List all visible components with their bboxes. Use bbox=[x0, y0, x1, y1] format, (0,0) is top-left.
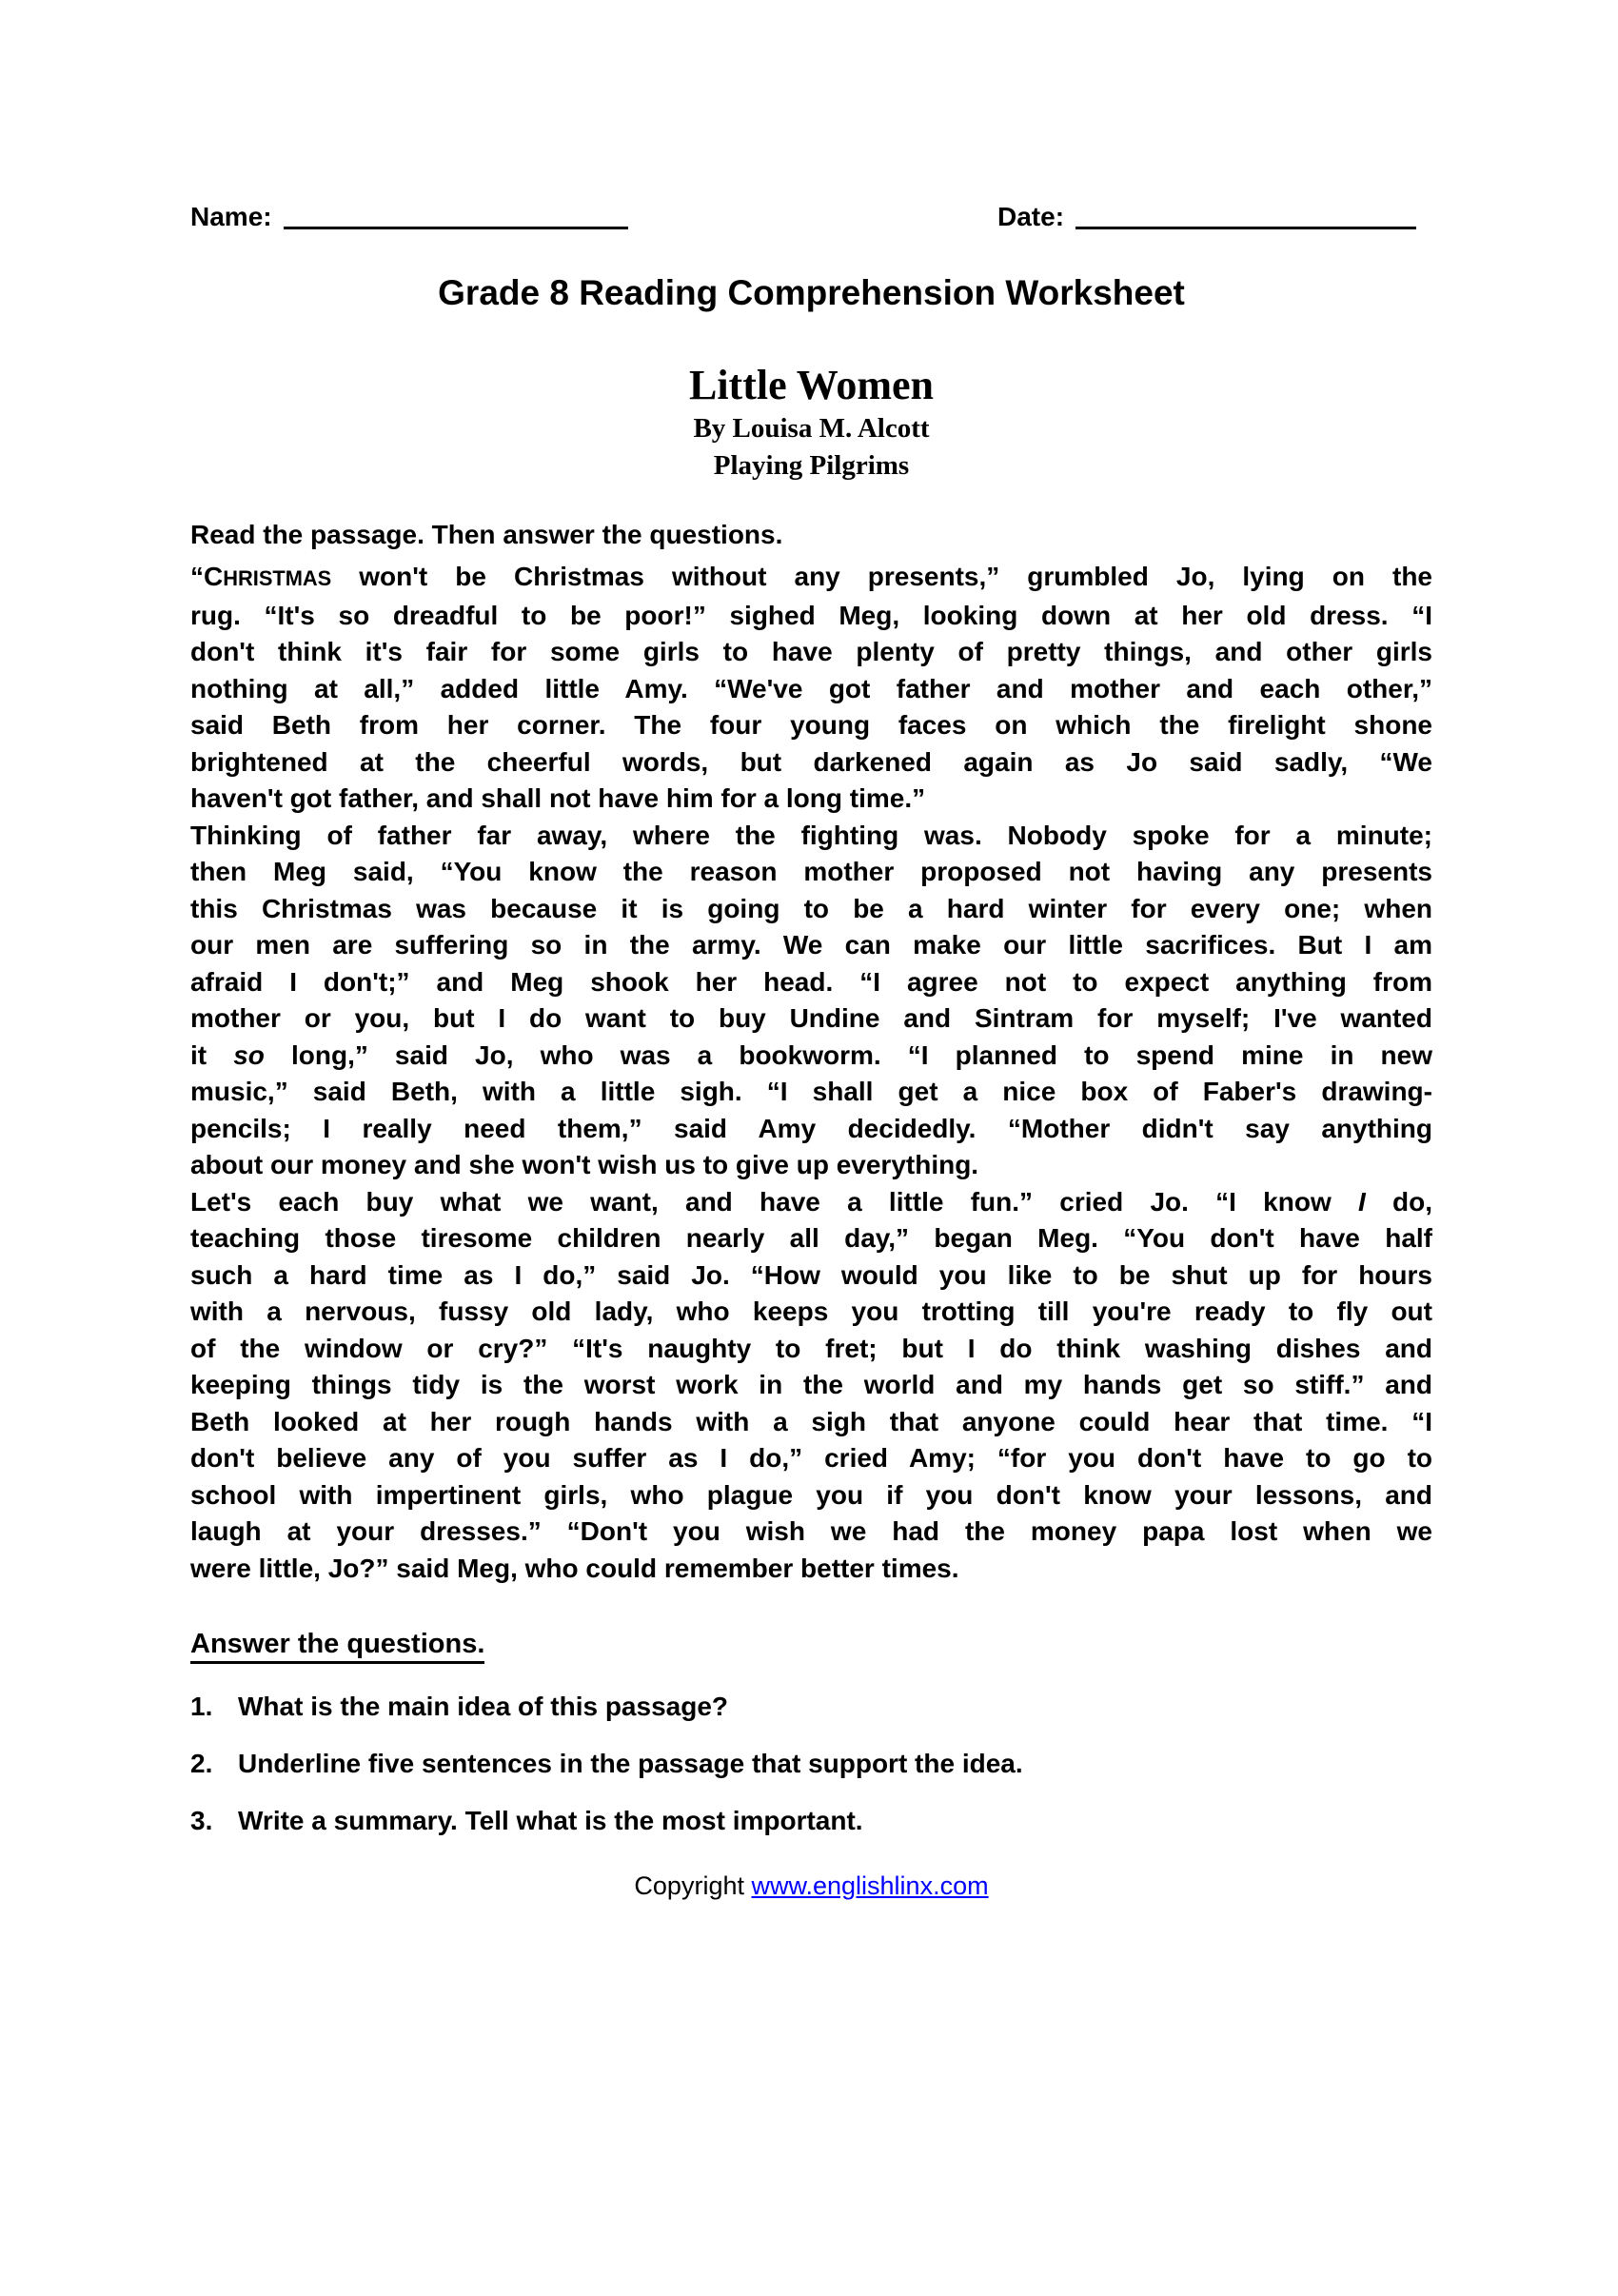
passage-line: were little, Jo?” said Meg, who could remember better times. bbox=[190, 1553, 959, 1583]
passage-line: brightened at the cheerful words, but darkened again as Jo said sadly, “We bbox=[190, 746, 1432, 777]
passage-line: school with impertinent girls, who plague you if you don't know your lessons, and bbox=[190, 1479, 1432, 1510]
worksheet-page bbox=[0, 202, 1618, 2296]
question-item bbox=[190, 1748, 1432, 1780]
passage-line: don't believe any of you suffer as I do,” cried Amy; “for you don't have to go to bbox=[190, 1443, 1432, 1473]
copyright-link[interactable]: www.englishlinx.com bbox=[751, 1871, 989, 1900]
passage-line: mother or you, but I do want to buy Undine and Sintram for myself; I've wanted bbox=[190, 1003, 1432, 1033]
worksheet-content bbox=[190, 202, 1432, 1901]
passage-line: pencils; I really need them,” said Amy decidedly. “Mother didn't say anything bbox=[190, 1113, 1432, 1143]
passage-line: music,” said Beth, with a little sigh. “I shall get a nice box of Faber's drawing- bbox=[190, 1077, 1432, 1106]
passage-line: “CHRISTMAS won't be Christmas without any presents,” grumbled Jo, lying on the bbox=[190, 562, 1432, 591]
passage-line: afraid I don't;” and Meg shook her head. “I agree not to expect anything from bbox=[190, 966, 1432, 997]
name-field-group bbox=[190, 202, 628, 232]
copyright-footer bbox=[190, 1871, 1432, 1901]
passage-line: such a hard time as I do,” said Jo. “How would you like to be shut up for hours bbox=[190, 1259, 1432, 1290]
passage-line: with a nervous, fussy old lady, who keeps you trotting till you're ready to fly out bbox=[190, 1296, 1432, 1326]
name-blank-line bbox=[284, 227, 628, 229]
italic-text: I bbox=[1357, 1186, 1366, 1217]
date-blank-line bbox=[1075, 227, 1416, 229]
passage-chapter: Playing Pilgrims bbox=[713, 450, 910, 481]
name-label: Name: bbox=[190, 202, 272, 231]
passage-line: Thinking of father far away, where the fighting was. Nobody spoke for a minute; bbox=[190, 820, 1432, 850]
question-item bbox=[190, 1691, 1432, 1723]
passage-line: laugh at your dresses.” “Don't you wish we had the money papa lost when we bbox=[190, 1516, 1432, 1546]
passage-line: teaching those tiresome children nearly all day,” began Meg. “You don't have half bbox=[190, 1223, 1432, 1253]
italic-text: so bbox=[233, 1039, 265, 1070]
passage-line: our men are suffering so in the army. We can make our little sacrifices. But I am bbox=[190, 930, 1432, 960]
passage-line: said Beth from her corner. The four young faces on which the firelight shone bbox=[190, 710, 1432, 740]
questions-section-header bbox=[190, 1629, 1432, 1660]
passage-line: keeping things tidy is the worst work in the world and my hands get so stiff.” and bbox=[190, 1370, 1432, 1399]
question-text: Underline five sentences in the passage that support the idea. bbox=[238, 1749, 1023, 1778]
passage-line: Let's each buy what we want, and have a little fun.” cried Jo. “I know I do, bbox=[190, 1186, 1432, 1217]
copyright-label: Copyright bbox=[634, 1871, 752, 1900]
question-number: 2. bbox=[190, 1749, 213, 1778]
passage-line: haven't got father, and shall not have him for a long time.” bbox=[190, 783, 926, 813]
passage-author: By Louisa M. Alcott bbox=[693, 413, 930, 444]
passage-line: of the window or cry?” “It's naughty to fret; but I do think washing dishes and bbox=[190, 1333, 1432, 1363]
instructions: Read the passage. Then answer the questions. bbox=[190, 520, 783, 549]
question-text: What is the main idea of this passage? bbox=[238, 1692, 728, 1721]
passage-line: don't think it's fair for some girls to have plenty of pretty things, and other girls bbox=[190, 637, 1432, 666]
page-title: Grade 8 Reading Comprehension Worksheet bbox=[438, 273, 1185, 312]
questions-section-header-text: Answer the questions. bbox=[190, 1629, 484, 1664]
question-number: 3. bbox=[190, 1806, 213, 1835]
question-number: 1. bbox=[190, 1692, 213, 1721]
question-item bbox=[190, 1805, 1432, 1837]
smallcaps-text: HRISTMAS bbox=[223, 566, 332, 590]
passage-line: Beth looked at her rough hands with a sigh that anyone could hear that time. “I bbox=[190, 1406, 1432, 1436]
date-label: Date: bbox=[997, 202, 1065, 231]
passage-line: this Christmas was because it is going to be a hard winter for every one; when bbox=[190, 893, 1432, 923]
passage-line: then Meg said, “You know the reason mother proposed not having any presents bbox=[190, 857, 1432, 886]
passage-line: nothing at all,” added little Amy. “We've got father and mother and each other,” bbox=[190, 673, 1432, 703]
passage-line: rug. “It's so dreadful to be poor!” sighed Meg, looking down at her old dress. “I bbox=[190, 600, 1432, 630]
questions-list bbox=[190, 1691, 1432, 1837]
passage-line: it so long,” said Jo, who was a bookworm. “I planned to spend mine in new bbox=[190, 1039, 1432, 1070]
passage-text bbox=[190, 559, 1432, 1587]
name-date-row bbox=[190, 202, 1432, 242]
passage-line: about our money and she won't wish us to give up everything. bbox=[190, 1150, 979, 1179]
passage-title: Little Women bbox=[688, 362, 935, 408]
question-text: Write a summary. Tell what is the most important. bbox=[238, 1806, 863, 1835]
date-field-group bbox=[997, 202, 1416, 232]
